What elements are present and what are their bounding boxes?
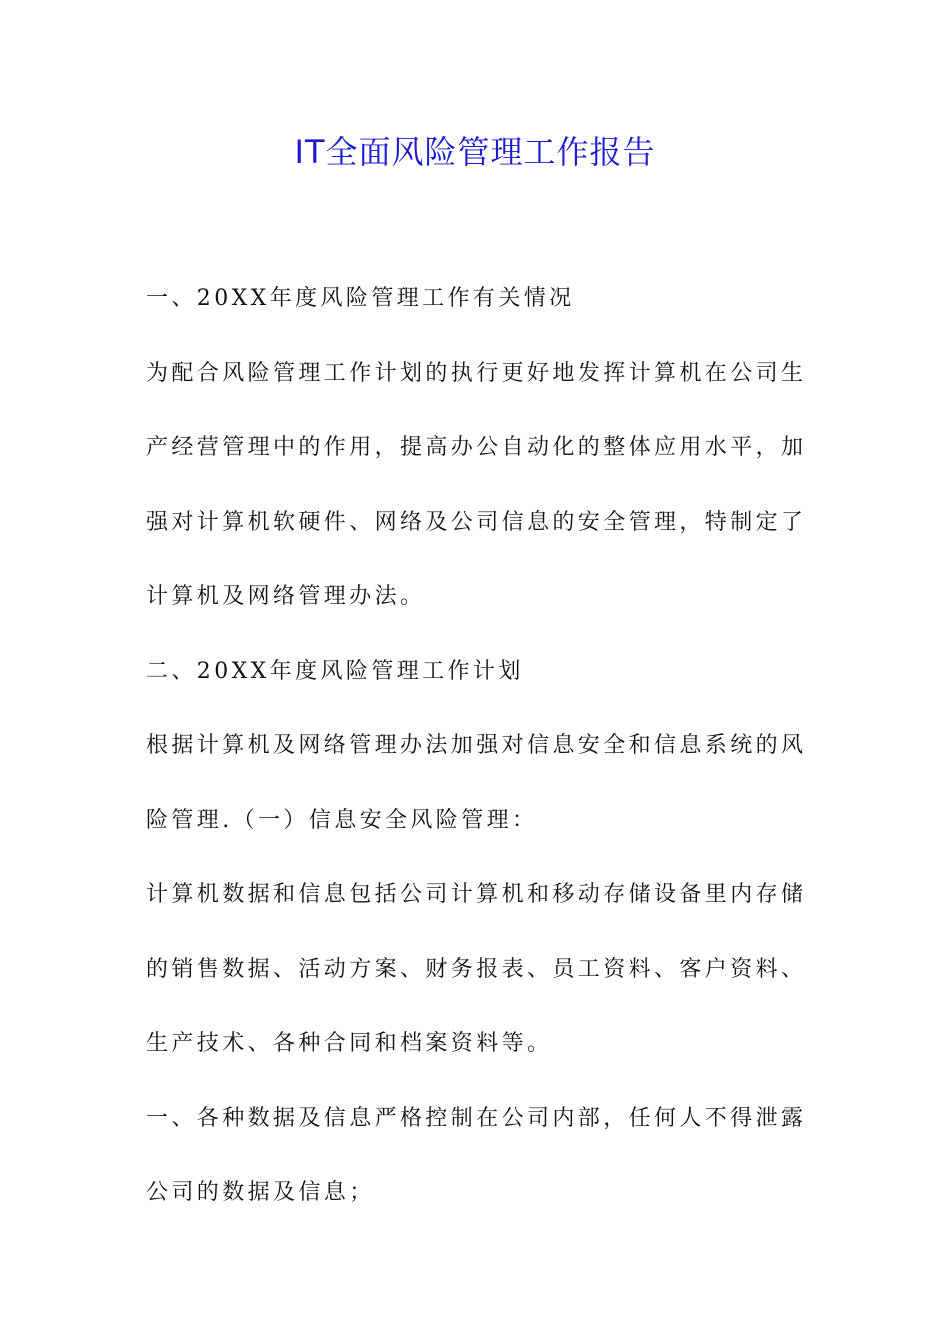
document-body xyxy=(146,262,810,1231)
paragraph-rule-1: 一、各种数据及信息严格控制在公司内部，任何人不得泄露公司的数据及信息； xyxy=(146,1105,807,1205)
paragraph-purpose: 为配合风险管理工作计划的执行更好地发挥计算机在公司生产经营管理中的作用，提高办公自动化的整体应用水平，加强对计算机软硬件、网络及公司信息的安全管理，特制定了计算机及网络管理办法。 xyxy=(146,360,807,609)
paragraph-plan: 根据计算机及网络管理办法加强对信息安全和信息系统的风险管理.（一）信息安全风险管理： xyxy=(146,733,807,833)
paragraph-data-scope: 计算机数据和信息包括公司计算机和移动存储设备里内存储的销售数据、活动方案、财务报表、员工资料、客户资料、生产技术、各种合同和档案资料等。 xyxy=(146,882,807,1056)
document-title: IT全面风险管理工作报告 xyxy=(294,133,656,171)
section-heading-1: 一、20XX年度风险管理工作有关情况 xyxy=(146,286,575,311)
section-heading-2: 二、20XX年度风险管理工作计划 xyxy=(146,658,524,684)
